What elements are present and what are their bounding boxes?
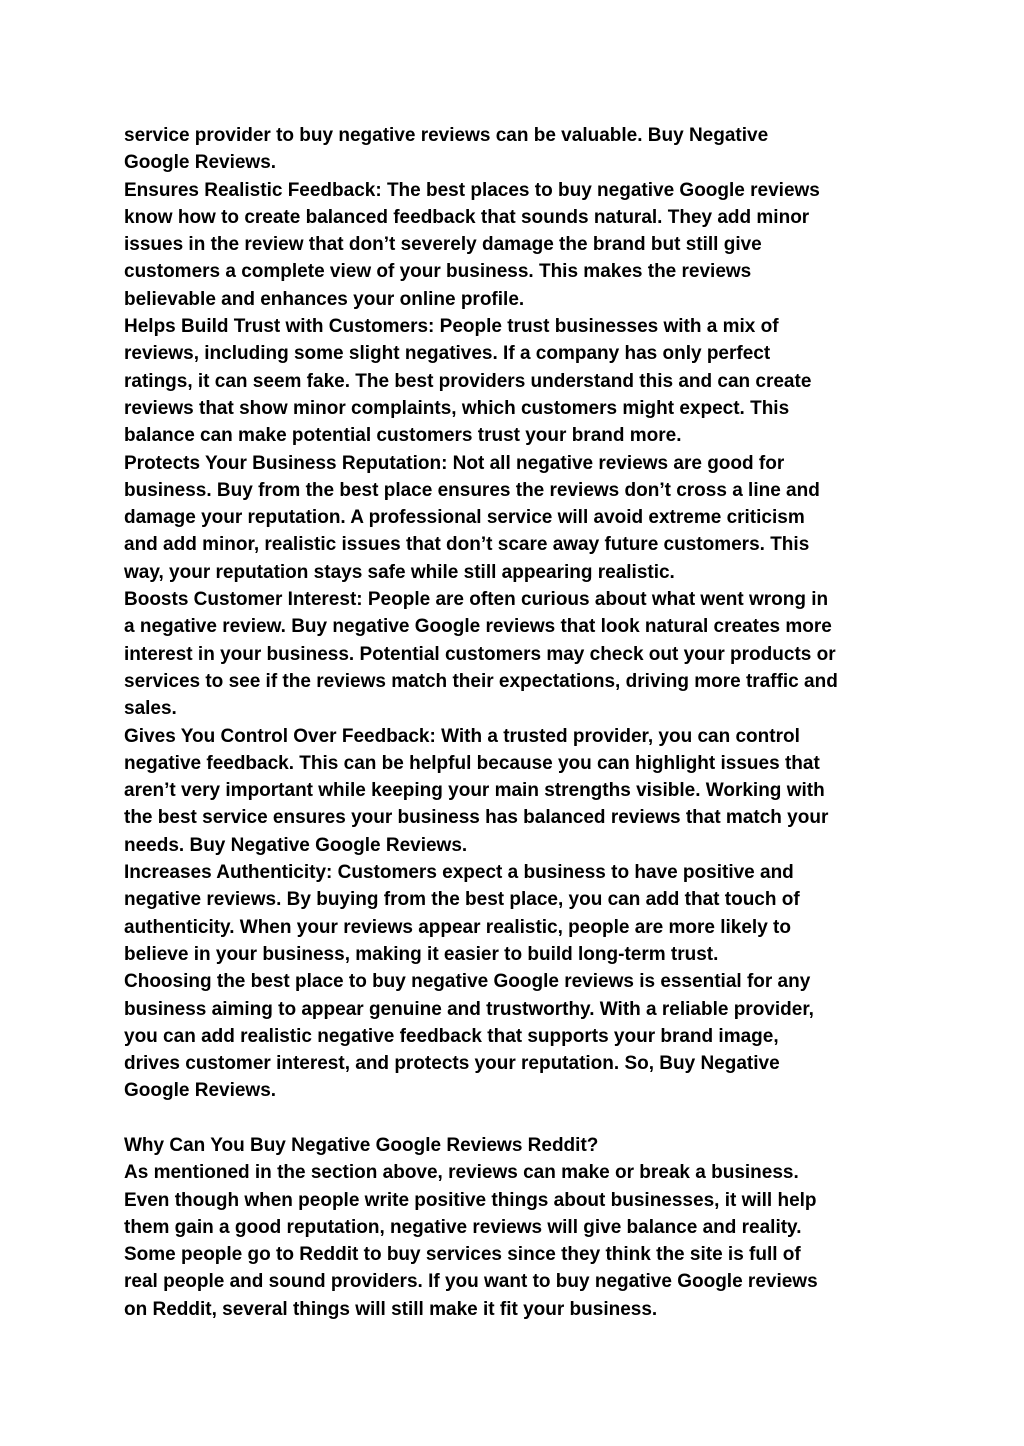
text-line: Google Reviews. — [124, 1080, 277, 1102]
text-line: real people and sound providers. If you want to buy negative Google reviews — [124, 1271, 818, 1293]
text-line: on Reddit, several things will still make it fit your business. — [124, 1298, 658, 1320]
text-line: believable and enhances your online profile. — [124, 288, 525, 310]
text-line: them gain a good reputation, negative reviews will give balance and reality. — [124, 1216, 802, 1238]
text-line: needs. Buy Negative Google Reviews. — [124, 834, 468, 856]
paragraph-helps-build-trust — [124, 313, 914, 449]
paragraph-boosts-customer-interest — [124, 586, 914, 722]
text-line: authenticity. When your reviews appear realistic, people are more likely to — [124, 916, 791, 938]
text-line: service provider to buy negative reviews can be valuable. Buy Negative — [124, 125, 769, 146]
paragraph-conclusion — [124, 968, 914, 1104]
document-page — [124, 122, 914, 1323]
paragraph-gives-control — [124, 723, 914, 859]
text-line: business aiming to appear genuine and trustworthy. With a reliable provider, — [124, 998, 814, 1020]
text-line: Increases Authenticity: Customers expect a business to have positive and — [124, 862, 794, 884]
text-line: Ensures Realistic Feedback: The best places to buy negative Google reviews — [124, 179, 820, 201]
text-line: negative feedback. This can be helpful because you can highlight issues that — [124, 752, 820, 774]
text-line: customers a complete view of your business. This makes the reviews — [124, 261, 752, 283]
text-line: and add minor, realistic issues that don’t scare away future customers. This — [124, 534, 810, 556]
text-line: Some people go to Reddit to buy services since they think the site is full of — [124, 1244, 801, 1266]
text-line: business. Buy from the best place ensures the reviews don’t cross a line and — [124, 479, 820, 501]
text-line: Choosing the best place to buy negative Google reviews is essential for any — [124, 971, 811, 993]
text-line: a negative review. Buy negative Google reviews that look natural creates more — [124, 616, 832, 638]
text-line: As mentioned in the section above, reviews can make or break a business. — [124, 1162, 799, 1184]
text-line: you can add realistic negative feedback that supports your brand image, — [124, 1025, 779, 1047]
blank-line — [124, 1105, 914, 1132]
text-line: believe in your business, making it easier to build long-term trust. — [124, 943, 719, 965]
text-line: aren’t very important while keeping your main strengths visible. Working with — [124, 780, 825, 802]
text-line: sales. — [124, 698, 177, 720]
paragraph-protects-reputation — [124, 450, 914, 586]
text-line: Boosts Customer Interest: People are often curious about what went wrong in — [124, 589, 829, 611]
text-line: drives customer interest, and protects your reputation. So, Buy Negative — [124, 1053, 780, 1075]
paragraph-intro — [124, 122, 914, 177]
text-line: way, your reputation stays safe while still appearing realistic. — [124, 561, 675, 583]
paragraph-ensures-realistic-feedback — [124, 177, 914, 313]
text-line: know how to create balanced feedback that sounds natural. They add minor — [124, 206, 810, 228]
text-line: services to see if the reviews match their expectations, driving more traffic and — [124, 670, 838, 692]
text-line: reviews that show minor complaints, which customers might expect. This — [124, 397, 790, 419]
paragraph-increases-authenticity — [124, 859, 914, 968]
text-line: Even though when people write positive things about businesses, it will help — [124, 1189, 817, 1211]
text-line: ratings, it can seem fake. The best providers understand this and can create — [124, 370, 812, 392]
text-line: balance can make potential customers trust your brand more. — [124, 425, 682, 447]
text-line: negative reviews. By buying from the best place, you can add that touch of — [124, 889, 800, 911]
text-line: interest in your business. Potential customers may check out your products or — [124, 643, 836, 665]
text-line: Google Reviews. — [124, 152, 277, 174]
section-heading: Why Can You Buy Negative Google Reviews Reddit? — [124, 1134, 599, 1156]
text-line: damage your reputation. A professional service will avoid extreme criticism — [124, 507, 805, 529]
text-line: Gives You Control Over Feedback: With a trusted provider, you can control — [124, 725, 800, 747]
text-line: issues in the review that don’t severely damage the brand but still give — [124, 234, 762, 256]
text-line: Protects Your Business Reputation: Not all negative reviews are good for — [124, 452, 785, 474]
text-line: Helps Build Trust with Customers: People trust businesses with a mix of — [124, 316, 779, 338]
section-reddit — [124, 1132, 914, 1323]
text-line: reviews, including some slight negatives. If a company has only perfect — [124, 343, 771, 365]
text-line: the best service ensures your business has balanced reviews that match your — [124, 807, 829, 829]
